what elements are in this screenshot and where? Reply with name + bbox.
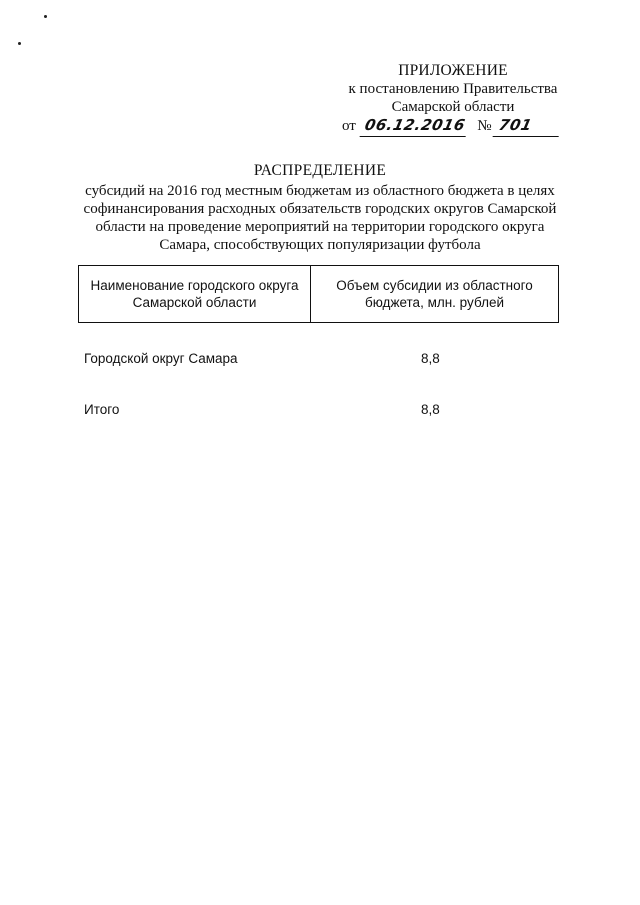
- handwritten-date: 06.12.2016: [359, 114, 470, 137]
- row-district-name: Городской округ Самара: [84, 351, 238, 366]
- subsidy-table-header: [78, 265, 559, 323]
- document-title-block: [70, 162, 570, 254]
- document-subtitle-line-3: области на проведение мероприятий на территории городского округа: [95, 219, 545, 235]
- date-prefix: от: [342, 118, 356, 134]
- handwritten-number: 701: [493, 114, 564, 137]
- scan-speck: [44, 15, 47, 18]
- appendix-heading: ПРИЛОЖЕНИЕ: [398, 62, 508, 79]
- appendix-date-line: [342, 114, 561, 137]
- appendix-line-2: Самарской области: [391, 99, 515, 115]
- appendix-block: [318, 62, 588, 116]
- number-prefix: №: [477, 118, 492, 134]
- document-subtitle-line-2: софинансирования расходных обязательств городских округов Самарской: [83, 201, 557, 217]
- total-label: Итого: [84, 402, 120, 417]
- header-subsidy-amount: Объем субсидии из областного бюджета, млн. рублей: [311, 266, 559, 323]
- table-header-row: [79, 266, 559, 323]
- scan-speck: [18, 42, 21, 45]
- document-title: РАСПРЕДЕЛЕНИЕ: [253, 162, 387, 179]
- header-district-name: Наименование городского округа Самарской области: [79, 266, 311, 323]
- row-subsidy-value: 8,8: [421, 351, 440, 366]
- total-value: 8,8: [421, 402, 440, 417]
- document-subtitle-line-4: Самара, способствующих популяризации футбола: [159, 237, 481, 253]
- document-subtitle-line-1: субсидий на 2016 год местным бюджетам из областного бюджета в целях: [85, 183, 555, 199]
- appendix-line-1: к постановлению Правительства: [348, 81, 558, 97]
